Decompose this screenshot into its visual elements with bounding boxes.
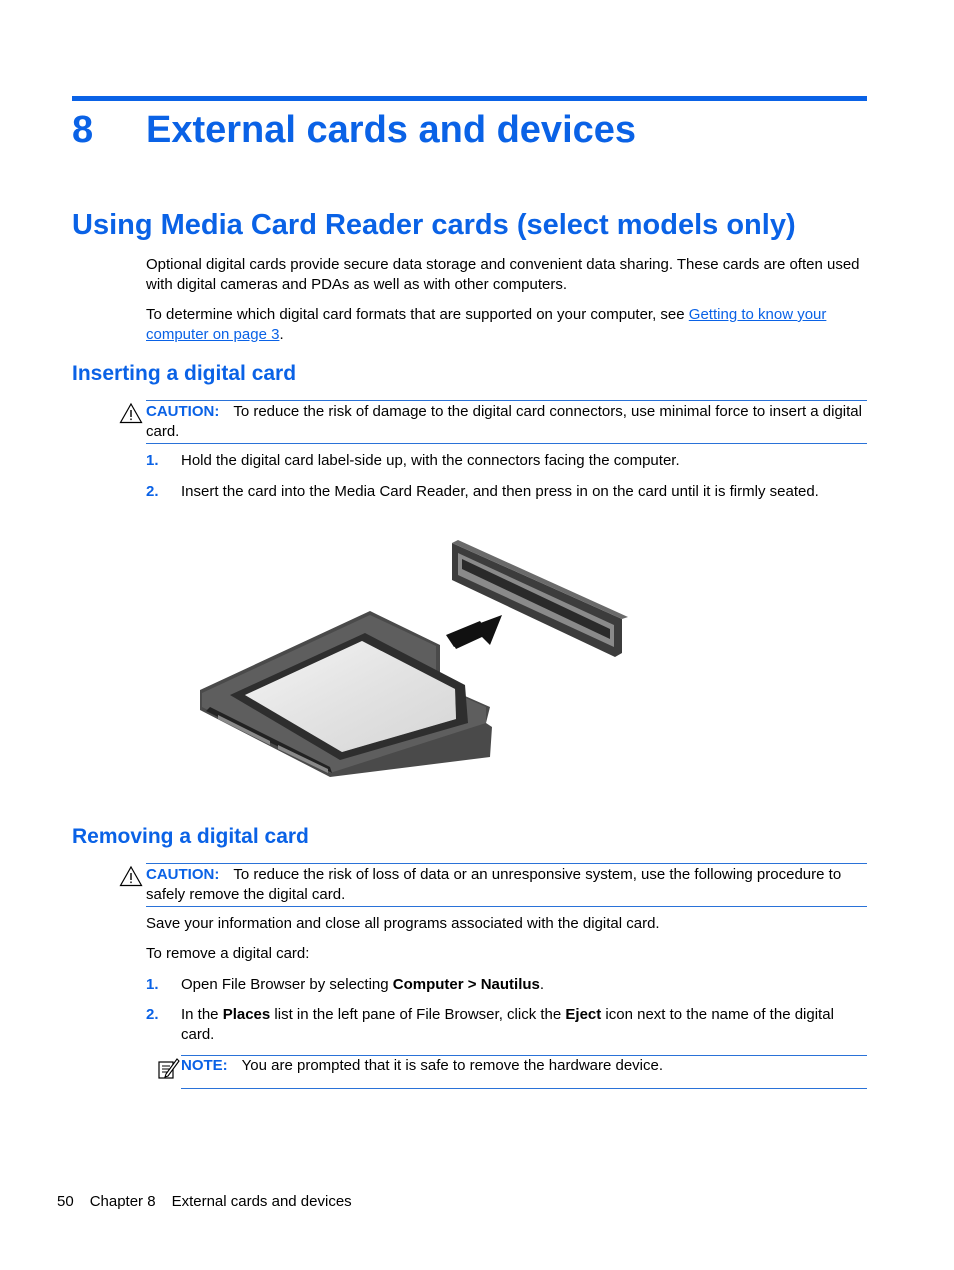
caution-label: CAUTION:	[146, 403, 220, 420]
caution-label: CAUTION:	[146, 866, 220, 883]
caution-icon	[119, 865, 143, 887]
step-text: Hold the digital card label-side up, with the connectors facing the computer.	[181, 452, 680, 469]
card-reader-slot	[452, 540, 628, 657]
step-number: 1.	[146, 452, 159, 469]
step-number: 1.	[146, 976, 159, 993]
formats-paragraph	[146, 305, 866, 344]
caution-text: To reduce the risk of loss of data or an unresponsive system, use the following procedure to safely remove the digital card.	[146, 866, 842, 903]
step-number: 2.	[146, 1006, 159, 1023]
note-text: You are prompted that it is safe to remove the hardware device.	[241, 1057, 664, 1074]
intro-paragraph: Optional digital cards provide secure data storage and convenient data sharing. These cards are often used with digital cameras and PDAs as well as with other computers.	[146, 256, 860, 293]
inserting-heading: Inserting a digital card	[72, 362, 297, 385]
list-item	[146, 975, 866, 995]
removing-heading: Removing a digital card	[72, 825, 309, 848]
note-label: NOTE:	[181, 1057, 228, 1074]
formats-text: To determine which digital card formats that are supported on your computer, see	[146, 306, 689, 323]
list-item	[146, 1005, 866, 1044]
formats-end: .	[279, 325, 284, 343]
step-text: In the Places list in the left pane of File Browser, click the Eject icon next to the name of the digital card.	[181, 1006, 834, 1043]
step-text: Insert the card into the Media Card Reader, and then press in on the card until it is firmly seated.	[181, 483, 819, 500]
footer-title: External cards and devices	[171, 1193, 352, 1210]
chapter-rule	[72, 96, 867, 101]
note-box	[181, 1055, 867, 1089]
section-title: Using Media Card Reader cards (select models only)	[72, 209, 796, 241]
chapter-number: 8	[72, 109, 94, 151]
remove-lead-paragraph: To remove a digital card:	[146, 945, 310, 962]
save-paragraph: Save your information and close all programs associated with the digital card.	[146, 915, 660, 932]
caution-text: To reduce the risk of damage to the digital card connectors, use minimal force to insert a digital card.	[146, 403, 862, 440]
insert-arrow	[446, 615, 502, 649]
digital-card-illustration	[190, 535, 630, 785]
step-number: 2.	[146, 483, 159, 500]
caution-icon	[119, 402, 143, 424]
chapter-title: External cards and devices	[146, 109, 637, 151]
step-text: Open File Browser by selecting Computer > Nautilus.	[181, 976, 545, 993]
page-number: 50	[57, 1193, 74, 1210]
note-icon	[156, 1056, 180, 1080]
getting-to-know-link[interactable]: Getting to know your computer on page 3	[146, 306, 827, 343]
list-item	[146, 451, 866, 471]
list-item	[146, 482, 866, 502]
inserting-caution	[146, 400, 867, 444]
footer-chapter: Chapter 8	[89, 1193, 156, 1210]
page-footer	[57, 1192, 368, 1212]
removing-caution	[146, 863, 867, 907]
